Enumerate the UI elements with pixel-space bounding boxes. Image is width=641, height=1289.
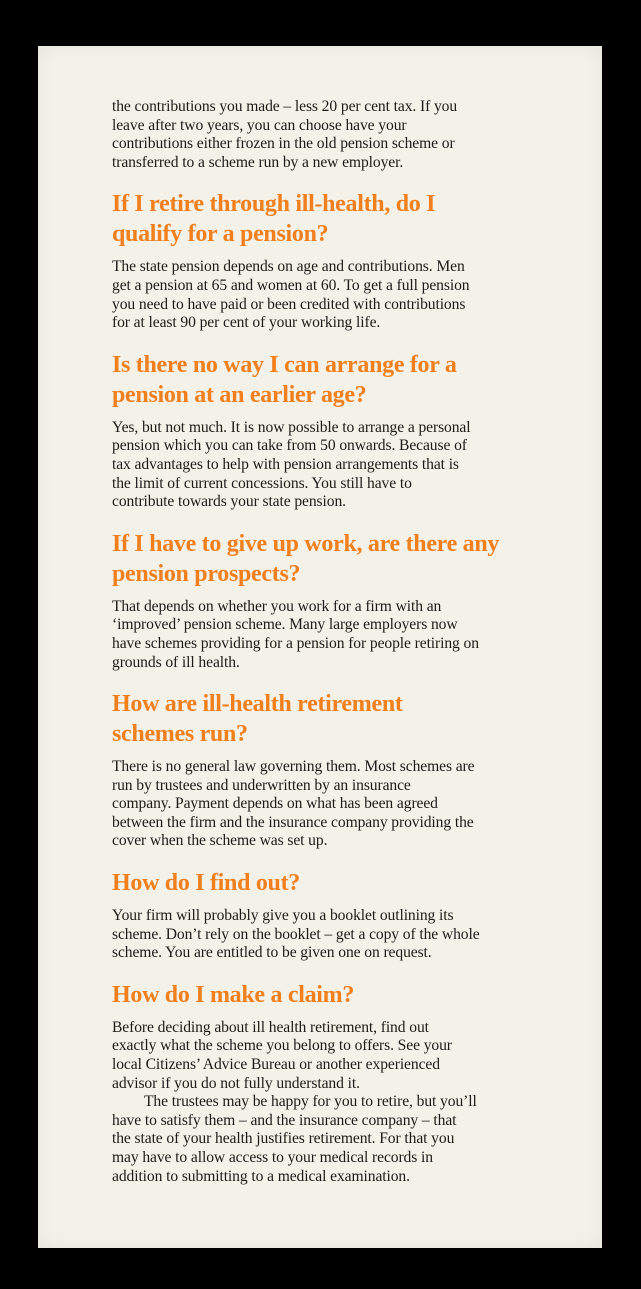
section-earlier-age bbox=[112, 350, 532, 512]
section-make-claim bbox=[112, 980, 532, 1186]
section-heading: If I retire through ill-health, do I qualify for a pension? bbox=[112, 191, 436, 248]
section-schemes-run bbox=[112, 689, 532, 851]
section-paragraph: The state pension depends on age and contributions. Men get a pension at 65 and women at 60. To get a full pension you need to have paid or been credited with contributions for at least 90 per cent of your working life. bbox=[112, 258, 470, 332]
page-content bbox=[112, 98, 532, 1186]
section-heading: How are ill-health retirement schemes run? bbox=[112, 691, 403, 748]
section-heading: How do I find out? bbox=[112, 870, 300, 897]
section-paragraph: There is no general law governing them. Most schemes are run by trustees and underwritten by an insurance company. Payment depends on what has been agreed between the firm and the insurance company providing the cover when the scheme was set up. bbox=[112, 758, 475, 850]
section-heading: If I have to give up work, are there any pension prospects? bbox=[112, 530, 500, 587]
section-ill-health-qualify bbox=[112, 189, 532, 332]
section-paragraph: That depends on whether you work for a firm with an ‘improved’ pension scheme. Many large employers now have schemes providing for a pension for people retiring on grounds of ill health. bbox=[112, 597, 479, 671]
section-heading: How do I make a claim? bbox=[112, 981, 355, 1008]
section-paragraph: Yes, but not much. It is now possible to arrange a personal pension which you can take from 50 onwards. Because of tax advantages to help with pension arrangements that is the limit of current concessions. You still have to contribute towards your state pension. bbox=[112, 418, 471, 511]
section-give-up-work bbox=[112, 529, 532, 672]
section-paragraph: The trustees may be happy for you to retire, but you’ll have to satisfy them – and the insurance company – that the state of your health justifies retirement. For that you may have to allow access to your medical records in addition to submitting to a medical examination. bbox=[112, 1093, 477, 1185]
leaflet-page bbox=[38, 46, 602, 1248]
section-find-out bbox=[112, 868, 532, 963]
section-paragraph: Your firm will probably give you a booklet outlining its scheme. Don’t rely on the booklet – get a copy of the whole scheme. You are entitled to be given one on request. bbox=[112, 907, 480, 962]
intro-paragraph: the contributions you made – less 20 per cent tax. If you leave after two years, you can choose have your contributions either frozen in the old pension scheme or transferred to a scheme run by a new employer. bbox=[112, 98, 458, 171]
section-heading: Is there no way I can arrange for a pension at an earlier age? bbox=[112, 351, 457, 408]
section-paragraph: Before deciding about ill health retirement, find out exactly what the scheme you belong to offers. See your local Citizens’ Advice Bureau or another experienced advisor if you do not fully understand it. bbox=[112, 1018, 452, 1092]
